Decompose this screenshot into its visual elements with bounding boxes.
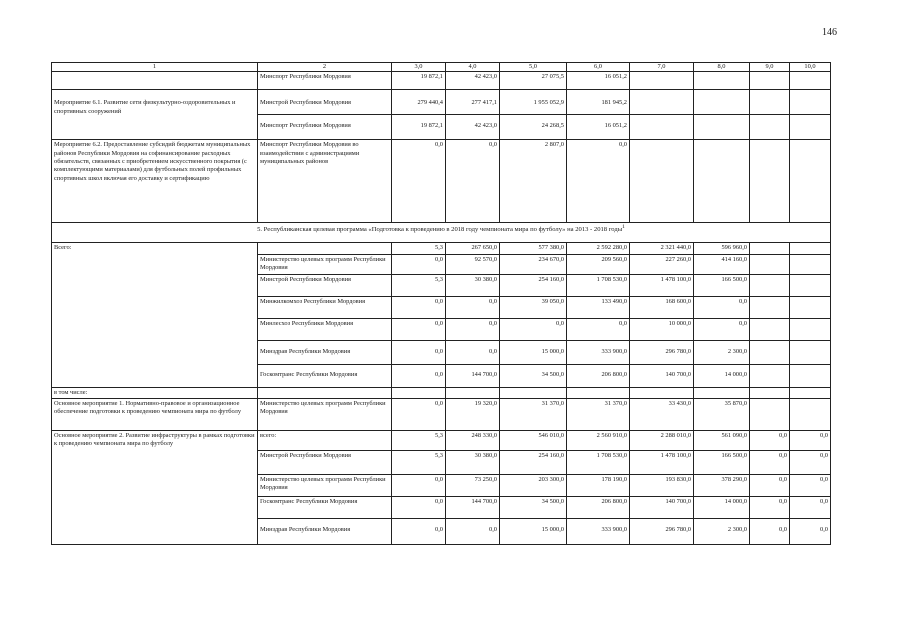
value-cell: 14 000,0	[694, 496, 750, 518]
value-cell: 2 288 010,0	[630, 430, 694, 450]
value-cell: 144 700,0	[446, 496, 500, 518]
value-cell: 31 370,0	[567, 398, 630, 430]
value-cell: 33 430,0	[630, 398, 694, 430]
value-cell: 15 000,0	[500, 340, 567, 364]
value-cell: 277 417,1	[446, 90, 500, 115]
value-cell: 279 440,4	[392, 90, 446, 115]
value-cell: 133 490,0	[567, 296, 630, 318]
value-cell: 27 075,5	[500, 72, 567, 90]
value-cell: 0,0	[750, 450, 790, 474]
value-cell: 0,0	[567, 140, 630, 223]
table-row	[52, 430, 831, 450]
section-title	[52, 223, 831, 243]
value-cell: 15 000,0	[500, 518, 567, 544]
executor-cell: всего:	[258, 430, 392, 450]
value-cell: 0,0	[750, 474, 790, 496]
page-number: 146	[822, 27, 837, 38]
section-footnote-mark: 1	[622, 224, 625, 231]
section-title-text: 5. Республиканская целевая программа «Подготовка к проведению в 2018 году чемпионата мира по футболу» на 2013 - 2018 годы	[257, 226, 623, 234]
value-cell: 178 190,0	[567, 474, 630, 496]
col-header: 4,0	[446, 63, 500, 72]
executor-cell: Минздрав Республики Мордовия	[258, 518, 392, 544]
value-cell: 2 807,0	[500, 140, 567, 223]
value-cell: 19 872,1	[392, 72, 446, 90]
value-cell: 73 250,0	[446, 474, 500, 496]
value-cell: 248 330,0	[446, 430, 500, 450]
value-cell: 5,3	[392, 274, 446, 296]
col-header: 3,0	[392, 63, 446, 72]
value-cell: 0,0	[500, 318, 567, 340]
value-cell: 254 160,0	[500, 450, 567, 474]
value-cell: 34 500,0	[500, 364, 567, 387]
table-row	[52, 72, 831, 90]
executor-cell: Минспорт Республики Мордовия во взаимодействии с администрациями муниципальных районов	[258, 140, 392, 223]
value-cell: 0,0	[790, 496, 831, 518]
value-cell: 0,0	[446, 340, 500, 364]
measure-label: Мероприятие 6.1. Развитие сети физкультурно-оздоровительных и спортивных сооружений	[52, 90, 258, 140]
value-cell: 0,0	[790, 450, 831, 474]
value-cell: 30 380,0	[446, 274, 500, 296]
value-cell: 19 320,0	[446, 398, 500, 430]
table-row	[52, 90, 831, 115]
value-cell: 596 960,0	[694, 243, 750, 254]
value-cell: 166 500,0	[694, 450, 750, 474]
value-cell: 333 900,0	[567, 518, 630, 544]
value-cell: 31 370,0	[500, 398, 567, 430]
value-cell: 1 708 530,0	[567, 450, 630, 474]
value-cell: 0,0	[392, 340, 446, 364]
value-cell: 0,0	[392, 140, 446, 223]
value-cell: 206 800,0	[567, 496, 630, 518]
budget-table	[51, 62, 831, 545]
value-cell: 1 478 100,0	[630, 274, 694, 296]
value-cell: 0,0	[790, 518, 831, 544]
value-cell: 0,0	[392, 318, 446, 340]
executor-cell: Министерство целевых программ Республики Мордовия	[258, 254, 392, 274]
executor-cell: Минстрой Республики Мордовия	[258, 274, 392, 296]
table-row	[52, 140, 831, 223]
in-that-number-label: в том числе:	[52, 387, 258, 398]
value-cell: 30 380,0	[446, 450, 500, 474]
value-cell: 35 870,0	[694, 398, 750, 430]
col-header: 9,0	[750, 63, 790, 72]
value-cell: 140 700,0	[630, 496, 694, 518]
value-cell: 5,3	[392, 243, 446, 254]
measure-label: Основное мероприятие 2. Развитие инфраструктуры в рамках подготовки к проведению чемпионата мира по футболу	[52, 430, 258, 544]
value-cell: 2 321 440,0	[630, 243, 694, 254]
executor-cell: Минстрой Республики Мордовия	[258, 90, 392, 115]
col-header: 8,0	[694, 63, 750, 72]
value-cell: 2 560 910,0	[567, 430, 630, 450]
value-cell: 333 900,0	[567, 340, 630, 364]
value-cell: 0,0	[750, 430, 790, 450]
executor-cell: Минлесхоз Республики Мордовия	[258, 318, 392, 340]
col-header: 6,0	[567, 63, 630, 72]
value-cell: 0,0	[446, 296, 500, 318]
value-cell: 14 000,0	[694, 364, 750, 387]
value-cell: 0,0	[392, 254, 446, 274]
value-cell: 0,0	[392, 496, 446, 518]
value-cell: 168 600,0	[630, 296, 694, 318]
value-cell: 296 780,0	[630, 340, 694, 364]
executor-cell: Министерство целевых программ Республики Мордовия	[258, 474, 392, 496]
value-cell: 0,0	[392, 518, 446, 544]
value-cell: 1 478 100,0	[630, 450, 694, 474]
executor-cell	[258, 243, 392, 254]
value-cell: 254 160,0	[500, 274, 567, 296]
value-cell: 193 830,0	[630, 474, 694, 496]
value-cell: 577 380,0	[500, 243, 567, 254]
column-number-row	[52, 63, 831, 72]
value-cell: 0,0	[790, 474, 831, 496]
value-cell: 42 423,0	[446, 72, 500, 90]
value-cell: 144 700,0	[446, 364, 500, 387]
value-cell: 0,0	[392, 364, 446, 387]
value-cell: 2 300,0	[694, 340, 750, 364]
value-cell: 1 955 052,9	[500, 90, 567, 115]
executor-cell: Министерство целевых программ Республики Мордовия	[258, 398, 392, 430]
executor-cell: Минздрав Республики Мордовия	[258, 340, 392, 364]
value-cell: 296 780,0	[630, 518, 694, 544]
value-cell: 181 945,2	[567, 90, 630, 115]
value-cell: 5,3	[392, 430, 446, 450]
value-cell: 0,0	[567, 318, 630, 340]
section-row	[52, 223, 831, 243]
value-cell: 2 300,0	[694, 518, 750, 544]
value-cell: 209 560,0	[567, 254, 630, 274]
value-cell: 2 592 280,0	[567, 243, 630, 254]
value-cell: 234 670,0	[500, 254, 567, 274]
value-cell: 140 700,0	[630, 364, 694, 387]
value-cell: 166 500,0	[694, 274, 750, 296]
value-cell: 34 500,0	[500, 496, 567, 518]
value-cell: 0,0	[392, 296, 446, 318]
value-cell: 0,0	[694, 318, 750, 340]
value-cell: 24 268,5	[500, 115, 567, 140]
value-cell: 546 010,0	[500, 430, 567, 450]
executor-cell: Госкомтранс Республики Мордовия	[258, 496, 392, 518]
table-row	[52, 398, 831, 430]
value-cell: 0,0	[790, 430, 831, 450]
value-cell: 0,0	[750, 496, 790, 518]
executor-cell: Минспорт Республики Мордовия	[258, 115, 392, 140]
value-cell: 0,0	[392, 398, 446, 430]
value-cell: 42 423,0	[446, 115, 500, 140]
value-cell: 267 650,0	[446, 243, 500, 254]
value-cell: 414 160,0	[694, 254, 750, 274]
measure-label: Мероприятие 6.2. Предоставление субсидий бюджетам муниципальных районов Республики Мордовия на софинансирование расходных обязательств, связанных с приобретением искусственного покрытия (с комплектующими материалами) для футбольных полей профильных спортивных школ включая его доставку и сертификацию	[52, 140, 258, 223]
value-cell: 561 090,0	[694, 430, 750, 450]
col-header: 2	[258, 63, 392, 72]
value-cell: 0,0	[446, 318, 500, 340]
col-header: 7,0	[630, 63, 694, 72]
value-cell: 16 051,2	[567, 72, 630, 90]
value-cell: 5,3	[392, 450, 446, 474]
col-header: 10,0	[790, 63, 831, 72]
executor-cell: Госкомтранс Республики Мордовия	[258, 364, 392, 387]
value-cell: 203 300,0	[500, 474, 567, 496]
executor-cell: Минжилкомхоз Республики Мордовия	[258, 296, 392, 318]
col-header: 1	[52, 63, 258, 72]
executor-cell: Минспорт Республики Мордовия	[258, 72, 392, 90]
table-row	[52, 387, 831, 398]
value-cell: 39 050,0	[500, 296, 567, 318]
value-cell: 0,0	[694, 296, 750, 318]
value-cell: 10 000,0	[630, 318, 694, 340]
value-cell: 206 800,0	[567, 364, 630, 387]
value-cell: 19 872,1	[392, 115, 446, 140]
value-cell: 0,0	[446, 518, 500, 544]
value-cell: 92 570,0	[446, 254, 500, 274]
value-cell: 227 260,0	[630, 254, 694, 274]
executor-cell: Минстрой Республики Мордовия	[258, 450, 392, 474]
value-cell: 1 708 530,0	[567, 274, 630, 296]
value-cell: 0,0	[392, 474, 446, 496]
value-cell: 0,0	[750, 518, 790, 544]
value-cell: 378 290,0	[694, 474, 750, 496]
table-row	[52, 243, 831, 254]
col-header: 5,0	[500, 63, 567, 72]
total-label: Всего:	[52, 243, 258, 387]
measure-label: Основное мероприятие 1. Нормативно-правовое и организационное обеспечение подготовки к проведению чемпионата мира по футболу	[52, 398, 258, 430]
value-cell: 16 051,2	[567, 115, 630, 140]
value-cell: 0,0	[446, 140, 500, 223]
